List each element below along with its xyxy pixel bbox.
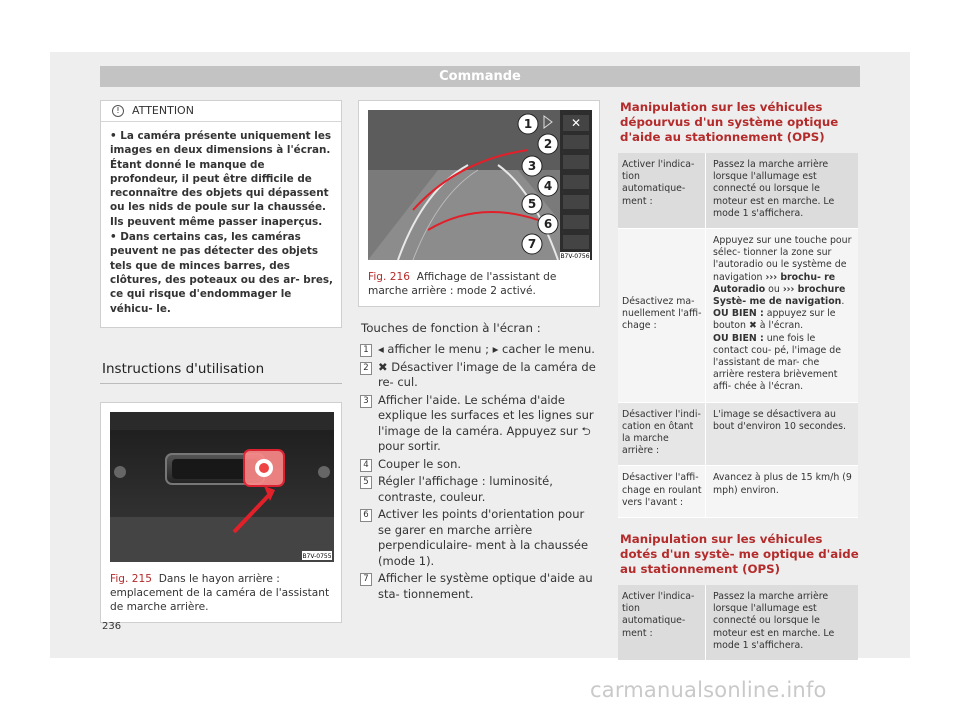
rear-camera-screen	[368, 110, 592, 260]
figure-caption	[359, 264, 599, 306]
item-text: Activer les points d'orientation pour se garer en marche arrière perpendiculaire- ment à la chaussée (mode 1).	[378, 507, 589, 568]
cell-text: OU BIEN :	[713, 308, 764, 320]
warning-item: • Dans certains cas, les caméras peuvent ne pas détecter des objets tels que de minces barres, des clôtures, des poteaux ou des ar- bres, ce qui risque d'endommager le véhicu- le.	[110, 231, 333, 315]
table-cell: Désactiver l'affi- chage en roulant vers l'avant :	[618, 466, 705, 518]
section-heading: Manipulation sur les véhicules dépourvus d'un système optique d'aide au stationnement (OPS)	[620, 100, 839, 144]
touches-title: Touches de fonction à l'écran :	[361, 321, 541, 335]
cell-text: appuyez sur le bouton ✖ à l'écran.	[713, 308, 836, 332]
warning-header	[101, 101, 341, 122]
table-row	[618, 466, 858, 518]
item-text: Afficher l'aide. Le schéma d'aide explique les surfaces et les lignes sur l'image de la caméra. Appuyez sur ⮌ pour sortir.	[378, 392, 594, 453]
list-item	[358, 393, 600, 455]
figure-text: Affichage de l'assistant de marche arrière : mode 2 activé.	[368, 271, 557, 297]
section-heading: Manipulation sur les véhicules dotés d'un systè- me optique d'aide au stationnement (OPS)	[620, 532, 859, 577]
item-text: Couper le son.	[378, 456, 462, 471]
instructions-title: Instructions d'utilisation	[100, 361, 342, 384]
tailgate-photo	[110, 412, 334, 562]
item-number: 2	[360, 362, 372, 375]
table-cell: Passez la marche arrière lorsque l'allumage est connecté ou lorsque le moteur est en marche. Le mode 1 s'affichera.	[705, 153, 858, 229]
cell-paragraph	[713, 308, 853, 332]
figure-text: Dans le hayon arrière : emplacement de la caméra de l'assistant de marche arrière.	[110, 572, 330, 613]
item-text: ◂ afficher le menu ; ▸ cacher le menu.	[378, 342, 595, 356]
callout-1: 1	[523, 117, 533, 131]
list-item	[358, 360, 600, 391]
figure-216	[358, 100, 600, 307]
item-text: ✖ Désactiver l'image de la caméra de re- cul.	[378, 359, 596, 389]
figure-215	[100, 402, 342, 623]
cell-text: une fois le contact cou- pé, l'image de l'assistant de mar- che arrière restera brièvement affi- chée à l'écran.	[713, 332, 842, 393]
table-cell: Activer l'indica- tion automatique- ment :	[618, 153, 705, 229]
callout-5: 5	[527, 197, 537, 211]
callout-2: 2	[543, 137, 553, 151]
table-with-ops	[618, 585, 858, 661]
page-number: 236	[102, 621, 122, 632]
camera-display-image	[368, 110, 590, 264]
list-item	[358, 342, 600, 358]
callout-3: 3	[527, 159, 537, 173]
cell-text: ou	[765, 283, 783, 295]
cell-text: .	[841, 296, 845, 308]
cell-link: ››› brochu- re Autoradio	[713, 271, 836, 295]
figure-caption	[101, 566, 341, 622]
warning-title: ATTENTION	[132, 104, 194, 117]
figure-code: B7V-0755	[302, 552, 332, 560]
callout-7: 7	[527, 237, 537, 251]
list-item	[358, 571, 600, 602]
table-cell: L'image se désactivera au bout d'environ 10 secondes.	[705, 403, 858, 467]
table-row	[618, 229, 858, 403]
tailgate-camera-image	[110, 412, 332, 566]
table-cell: Désactiver l'indi- cation en ôtant la marche arrière :	[618, 403, 705, 467]
item-text: Régler l'affichage : luminosité, contraste, couleur.	[378, 474, 553, 504]
close-icon: ✕	[570, 116, 582, 130]
cell-paragraph	[713, 333, 853, 394]
warning-item: • La caméra présente uniquement les images en deux dimensions à l'écran. Étant donné le manque de profondeur, il peut être difficile de reconnaître des objets qui dépassent ou les nids de poule sur la chaussée. Ils peuvent même passer inaperçus.	[110, 130, 332, 228]
list-item	[358, 474, 600, 505]
table-cell	[618, 229, 705, 403]
middle-column	[358, 100, 600, 604]
list-item	[358, 507, 600, 569]
table-cell: Passez la marche arrière lorsque l'allumage est connecté ou lorsque le moteur est en marche. Le mode 1 s'affichera.	[705, 585, 858, 661]
cell-text: Appuyez sur une touche pour sélec- tionner la zone sur l'autoradio ou le système de navigation	[713, 235, 852, 283]
page-header: Commande	[100, 66, 860, 87]
touches-list	[358, 342, 600, 602]
table-cell: Activer l'indica- tion automatique- ment :	[618, 585, 705, 661]
figure-code: B7V-0756	[560, 253, 590, 260]
item-number: 1	[360, 344, 372, 357]
warning-body	[101, 122, 341, 327]
table-row	[618, 153, 858, 229]
right-column	[618, 100, 860, 661]
cell-text: Désactivez ma- nuellement l'affi- chage :	[622, 296, 702, 332]
list-item	[358, 457, 600, 473]
exclamation-icon: !	[112, 105, 124, 117]
callout-4: 4	[543, 179, 553, 193]
figure-label: Fig. 216	[368, 271, 410, 283]
warning-box	[100, 100, 342, 328]
watermark: carmanualsonline.info	[590, 678, 827, 702]
cell-link: ››› brochure Systè- me de navigation	[713, 283, 846, 308]
table-cell: Avancez à plus de 15 km/h (9 mph) environ.	[705, 466, 858, 518]
item-number: 5	[360, 476, 372, 489]
left-column	[100, 100, 342, 623]
table-row	[618, 585, 858, 661]
figure-label: Fig. 215	[110, 572, 152, 585]
table-no-ops	[618, 153, 858, 518]
item-number: 7	[360, 573, 372, 586]
cell-text: OU BIEN :	[713, 332, 764, 344]
table-row	[618, 403, 858, 467]
item-text: Afficher le système optique d'aide au sta- tionnement.	[378, 571, 593, 601]
table-cell	[705, 229, 858, 403]
callout-6: 6	[543, 217, 553, 231]
item-number: 4	[360, 459, 372, 472]
item-number: 3	[360, 395, 372, 408]
cell-paragraph	[713, 235, 853, 308]
item-number: 6	[360, 509, 372, 522]
